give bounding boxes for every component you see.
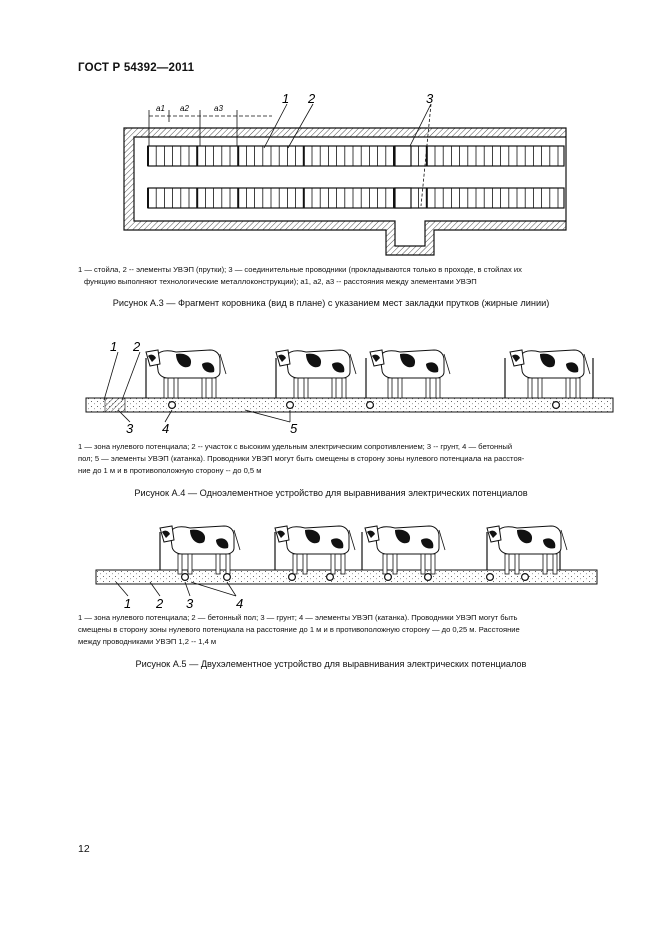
uvep-element bbox=[169, 402, 176, 409]
figure-a5-legend bbox=[78, 612, 584, 648]
legend-line: ние до 1 м и в противоположную сторону -- до 0,5 м bbox=[78, 466, 262, 475]
dim-a3: a3 bbox=[214, 104, 223, 113]
passage-gap bbox=[395, 188, 411, 208]
figure-a3-legend bbox=[78, 264, 584, 288]
callout-a5-1: 1 bbox=[124, 596, 132, 610]
stall-row bbox=[148, 188, 564, 208]
callout-a5-4: 4 bbox=[236, 596, 244, 610]
cows-a4 bbox=[146, 350, 590, 398]
uvep-element bbox=[182, 574, 189, 581]
legend-line: 1 — зона нулевого потенциала; 2 -- участок с высоким удельным электрическим сопротивлением; 3 -- грунт, 4 — бетонный bbox=[78, 442, 513, 451]
legend-line: смещены в сторону зоны нулевого потенциала на расстояние до 1 м и в противоположную сторону — до 0,25 м. Расстояние bbox=[78, 625, 520, 634]
stall-rows bbox=[148, 146, 564, 208]
uvep-element bbox=[385, 574, 392, 581]
uvep-element bbox=[287, 402, 294, 409]
standard-header: ГОСТ Р 54392—2011 bbox=[78, 62, 195, 74]
concrete-floor bbox=[86, 398, 613, 412]
uvep-element bbox=[224, 574, 231, 581]
figure-a3-plan-drawing bbox=[0, 0, 661, 260]
callout-a5-2: 2 bbox=[156, 596, 164, 610]
uvep-element bbox=[327, 574, 334, 581]
figure-a5-drawing bbox=[0, 520, 661, 610]
dim-a1: a1 bbox=[156, 104, 165, 113]
page-number: 12 bbox=[78, 843, 90, 855]
stall-row bbox=[148, 146, 564, 166]
callout-a4-4: 4 bbox=[162, 421, 170, 435]
high-resistance-section bbox=[105, 398, 125, 412]
dim-a2: a2 bbox=[180, 104, 189, 113]
uvep-element bbox=[425, 574, 432, 581]
uvep-element bbox=[487, 574, 494, 581]
figure-a4-drawing bbox=[0, 330, 661, 435]
passage-gap bbox=[395, 146, 411, 166]
callout-a4-5: 5 bbox=[290, 421, 298, 435]
callout-a4-3: 3 bbox=[126, 421, 134, 435]
uvep-element bbox=[553, 402, 560, 409]
legend-line: пол; 5 — элементы УВЭП (катанка). Проводники УВЭП могут быть смещены в сторону зоны нулевого потенциала на расстоя- bbox=[78, 454, 525, 463]
callout-a3-2: 2 bbox=[308, 91, 316, 106]
callout-a3-1: 1 bbox=[282, 91, 290, 106]
callout-a4-2: 2 bbox=[133, 339, 141, 354]
callout-a3-3: 3 bbox=[426, 91, 434, 106]
callout-a4-1: 1 bbox=[110, 339, 118, 354]
uvep-element bbox=[367, 402, 374, 409]
uvep-element bbox=[289, 574, 296, 581]
legend-line: функцию выполняют технологические металлоконструкции); a1, a2, a3 -- расстояния между элементами УВЭП bbox=[84, 277, 477, 286]
figure-a4-legend bbox=[78, 441, 584, 477]
uvep-element bbox=[522, 574, 529, 581]
figure-a3-caption: Рисунок А.3 — Фрагмент коровника (вид в плане) с указанием мест закладки прутков (жирные линии) bbox=[112, 298, 550, 308]
figure-a4-caption: Рисунок А.4 — Одноэлементное устройство для выравнивания электрических потенциалов bbox=[134, 488, 528, 498]
legend-line: 1 — зона нулевого потенциала; 2 — бетонный пол; 3 — грунт; 4 — элементы УВЭП (катанка). Проводники УВЭП могут быть bbox=[78, 613, 518, 622]
legend-line: 1 — стойла, 2 -- элементы УВЭП (прутки); 3 — соединительные проводники (прокладываются только в проходе, в стойлах их bbox=[78, 265, 522, 274]
callout-a5-3: 3 bbox=[186, 596, 194, 610]
cows-a5 bbox=[160, 526, 567, 574]
legend-line: между проводниками УВЭП 1,2 -- 1,4 м bbox=[78, 637, 217, 646]
figure-a5-caption: Рисунок А.5 — Двухэлементное устройство для выравнивания электрических потенциалов bbox=[135, 659, 527, 669]
